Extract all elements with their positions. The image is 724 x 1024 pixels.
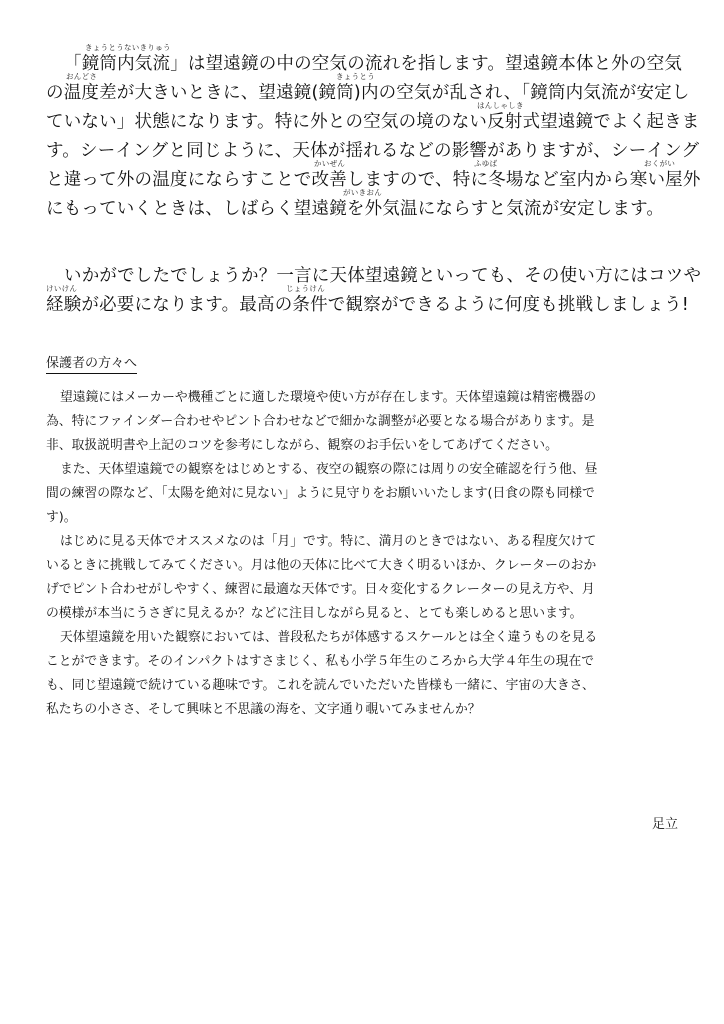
furigana-kyotonaikiryu: きょうとうないきりゅう bbox=[85, 43, 171, 52]
guardians-line-8: いるときに挑戦してみてください。月は他の天体に比べて大きく明るいほか、クレーターのおか bbox=[46, 558, 597, 573]
guardians-line-7: はじめに見る天体でオススメなのは「月」です。特に、満月のときではない、ある程度欠けて bbox=[60, 534, 597, 549]
furigana-kyoutou: きょうとう bbox=[336, 72, 375, 81]
furigana-okugai: おくがい bbox=[644, 159, 676, 168]
guardians-line-2: 為、特にファインダー合わせやピント合わせなどで細かな調整が必要となる場合があります。是 bbox=[46, 414, 595, 429]
guardians-line-14: 私たちの小ささ、そして興味と不思議の海を、文字通り覗いてみませんか？ bbox=[46, 702, 481, 717]
furigana-keiken: けいけん bbox=[46, 284, 78, 293]
furigana-fuyuba: ふゆば bbox=[474, 159, 498, 168]
guardians-line-10: の模様が本当にうさぎに見えるか？などに注目しながら見ると、とても楽しめると思います。 bbox=[46, 606, 583, 621]
para2-line-1: いかがでしたでしょうか？一言に天体望遠鏡といっても、その使い方にはコツや bbox=[64, 266, 702, 286]
para1-line-1: 「鏡筒内気流」は望遠鏡の中の空気の流れを指します。望遠鏡本体と外の空気 bbox=[64, 54, 683, 74]
author-signature: 足立 bbox=[651, 817, 678, 832]
para1-line-5: と違って外の温度にならすことで改善しますので、特に冬場など室内から寒い屋外 bbox=[46, 170, 701, 190]
guardians-line-13: も、同じ望遠鏡で続けている趣味です。これを読んでいただいた皆様も一緒に、宇宙の大きさ、 bbox=[46, 678, 595, 693]
guardians-heading: 保護者の方々へ bbox=[46, 355, 137, 374]
para1-line-2: の温度差が大きいときに、望遠鏡(鏡筒)内の空気が乱され、「鏡筒内気流が安定し bbox=[46, 83, 690, 103]
guardians-line-1: 望遠鏡にはメーカーや機種ごとに適した環境や使い方が存在します。天体望遠鏡は精密機器の bbox=[60, 390, 597, 405]
para1-line-6: にもっていくときは、しばらく望遠鏡を外気温にならすと気流が安定します。 bbox=[46, 199, 665, 219]
guardians-section bbox=[46, 386, 686, 722]
guardians-line-11: 天体望遠鏡を用いた観察においては、普段私たちが体感するスケールとは全く違うものを見る bbox=[60, 630, 598, 645]
guardians-line-12: ことができます。そのインパクトはすさまじく、私も小学５年生のころから大学４年生の現在で bbox=[46, 654, 595, 669]
paragraph-conclusion bbox=[46, 262, 702, 320]
furigana-hansyashiki: はんしゃしき bbox=[477, 101, 524, 110]
furigana-kaizen: かいぜん bbox=[314, 159, 346, 168]
furigana-ondosa: おんどさ bbox=[66, 72, 98, 81]
guardians-line-9: げでピント合わせがしやすく、練習に最適な天体です。日々変化するクレーターの見え方や、月 bbox=[46, 582, 595, 597]
para2-line-2: 経験が必要になります。最高の条件で観察ができるように何度も挑戦しましょう! bbox=[46, 295, 690, 315]
furigana-gaikion: がいきおん bbox=[343, 188, 382, 197]
guardians-line-4: また、天体望遠鏡での観察をはじめとする、夜空の観察の際には周りの安全確認を行う他、昼 bbox=[60, 462, 598, 477]
para1-line-4: す。シーイングと同じように、天体が揺れるなどの影響がありますが、シーイング bbox=[46, 141, 700, 161]
furigana-jouken: じょうけん bbox=[286, 284, 325, 293]
paragraph-kyotonaikiryu bbox=[46, 50, 701, 224]
guardians-line-6: す)。 bbox=[46, 510, 77, 525]
guardians-line-5: 間の練習の際など、「太陽を絶対に見ない」ように見守りをお願いいたします(日食の際も同様で bbox=[46, 486, 595, 501]
guardians-line-3: 非、取扱説明書や上記のコツを参考にしながら、観察のお手伝いをしてあげてください。 bbox=[46, 438, 558, 453]
para1-line-3: ていない」状態になります。特に外との空気の境のない反射式望遠鏡でよく起きま bbox=[46, 112, 700, 132]
